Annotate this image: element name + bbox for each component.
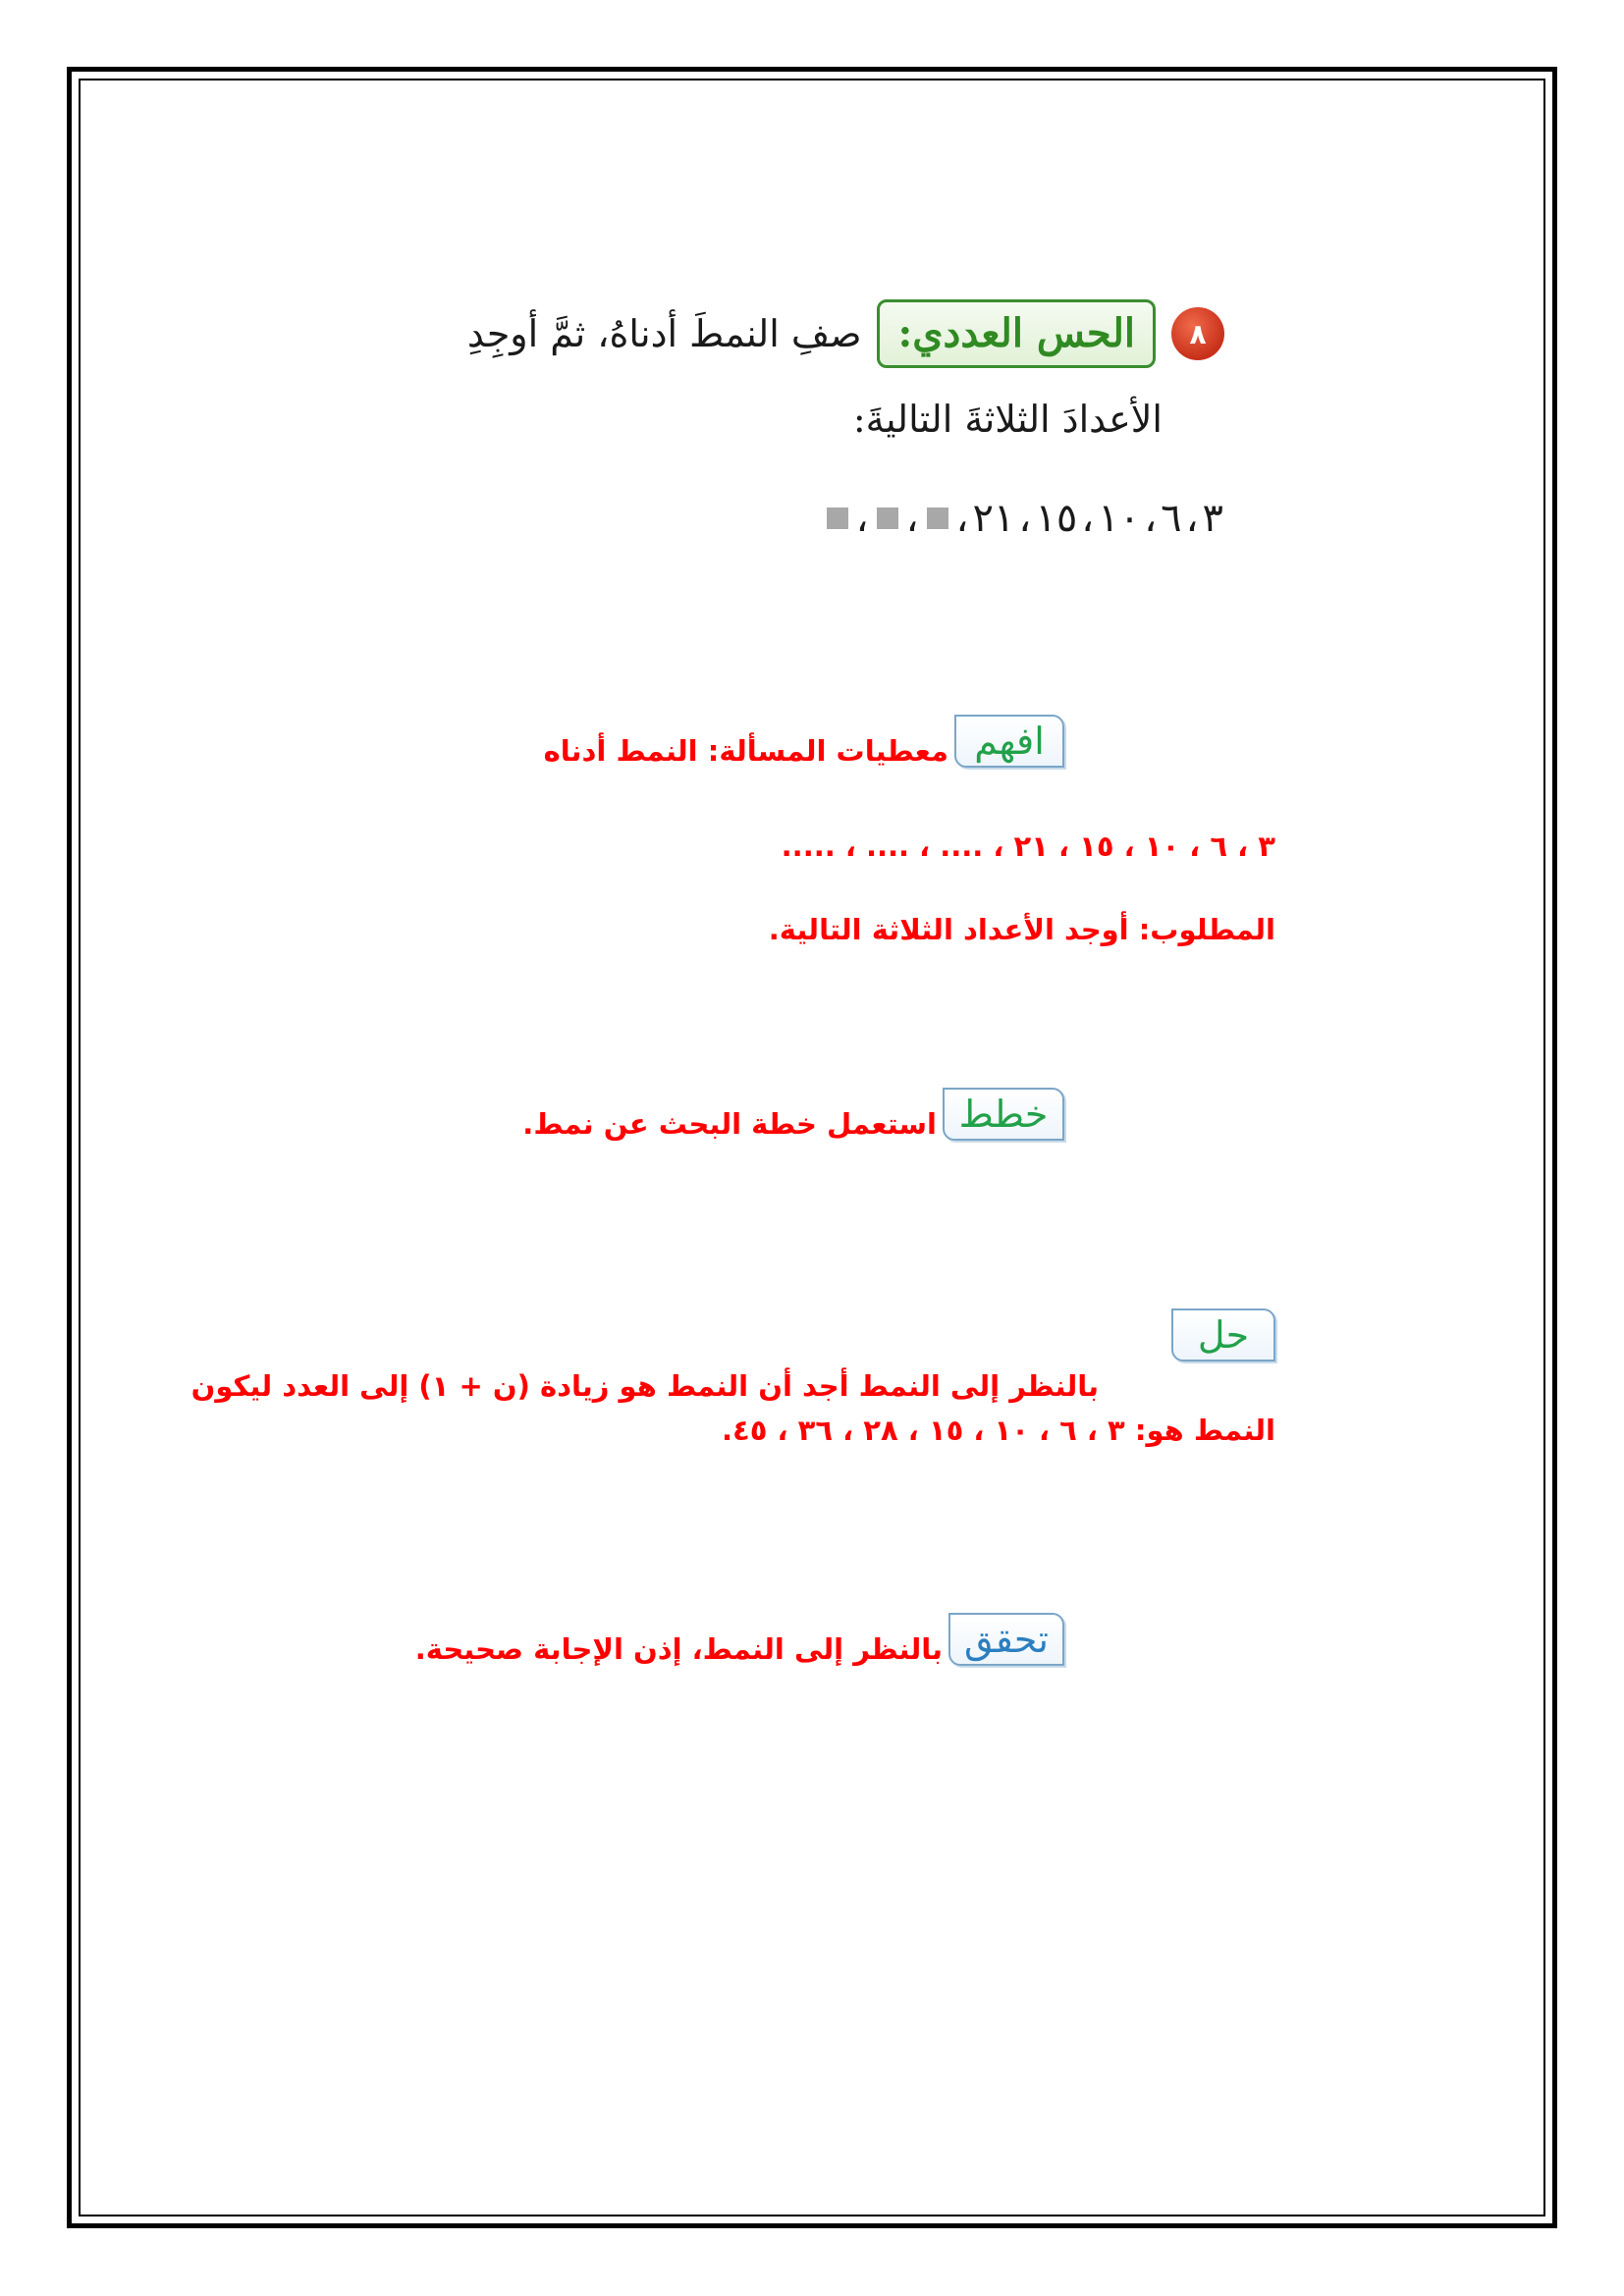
understand-sequence: ٣ ، ٦ ، ١٠ ، ١٥ ، ٢١ ، .... ، .... ، .....: [781, 829, 1275, 863]
sequence-term: ٣: [1202, 496, 1223, 541]
sequence-separator: ،: [955, 496, 969, 541]
number-sense-badge: الحس العددي:: [877, 299, 1156, 368]
problem-sequence: [823, 496, 1223, 541]
understand-required: المطلوب: أوجد الأعداد الثلاثة التالية.: [768, 913, 1275, 946]
solve-line2: النمط هو: ٣ ، ٦ ، ١٠ ، ١٥ ، ٢٨ ، ٣٦ ، ٤٥.: [721, 1414, 1275, 1447]
sequence-separator: ،: [1185, 496, 1199, 541]
step-label-understand: افهم: [954, 715, 1064, 768]
plan-text: استعمل خطة البحث عن نمط.: [522, 1107, 937, 1141]
sequence-separator: ،: [855, 496, 869, 541]
sequence-term: ٢١: [972, 496, 1015, 541]
sequence-blank: [877, 507, 898, 529]
sequence-term: ٦: [1161, 496, 1182, 541]
understand-given: معطيات المسألة: النمط أدناه: [543, 734, 948, 768]
step-plan: [522, 1088, 1064, 1141]
sequence-term: ١٥: [1035, 496, 1078, 541]
problem-number: ٨: [1189, 317, 1207, 350]
check-text: بالنظر إلى النمط، إذن الإجابة صحيحة.: [414, 1632, 943, 1666]
step-solve: [1171, 1308, 1275, 1362]
step-label-plan: خطط: [943, 1088, 1064, 1141]
problem-header: [467, 294, 1224, 373]
sequence-separator: ،: [905, 496, 919, 541]
sequence-separator: ،: [1018, 496, 1032, 541]
problem-text-line1: صفِ النمطَ أدناهُ، ثمَّ أوجِدِ: [466, 312, 862, 355]
page-border-inner: [79, 79, 1545, 2216]
step-label-solve: حل: [1171, 1308, 1275, 1362]
sequence-separator: ،: [1081, 496, 1095, 541]
step-understand: [544, 715, 1064, 768]
sequence-term: ١٠: [1098, 496, 1141, 541]
step-check: [415, 1613, 1064, 1666]
step-label-check: تحقق: [948, 1613, 1064, 1666]
problem-number-circle-icon: [1171, 307, 1224, 360]
sequence-blank: [827, 507, 848, 529]
sequence-blank: [927, 507, 948, 529]
problem-text-line2: الأعدادَ الثلاثةَ التاليةَ:: [852, 398, 1163, 441]
sequence-separator: ،: [1144, 496, 1158, 541]
solve-line1: بالنظر إلى النمط أجد أن النمط هو زيادة (ن + ١) إلى العدد ليكون: [190, 1369, 1099, 1403]
